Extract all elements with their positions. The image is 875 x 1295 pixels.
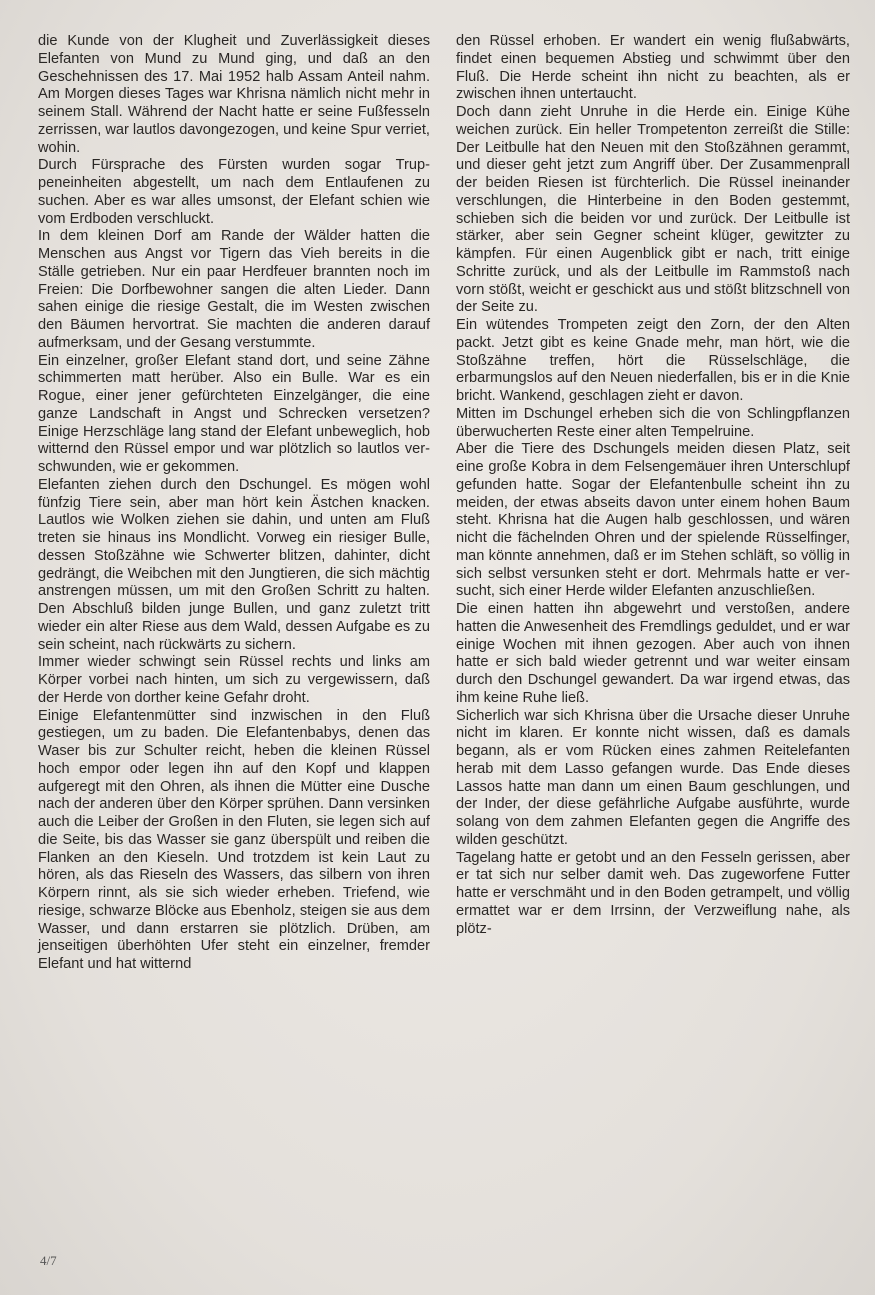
paragraph: Ein einzelner, großer Elefant stand dort, und seine Zähne schimmerten matt herüber. Also ein Bulle. War es ein Rogue, einer jener gefürchteten Einzelgänger, die eine ganze Landschaft in Angst und Schrecken versetzen? Einige Herzschläge lang stand der Elefant unbeweglich, hob witternd den Rüssel empor und war plötzlich so lautlos verschwunden, wie er gekommen. — [38, 352, 430, 475]
paragraph: Aber die Tiere des Dschungels meiden diesen Platz, seit eine große Kobra in dem Felsengemäuer ihren Unterschlupf gefunden hatte. Sogar der Elefantenbulle scheint ihn zu meiden, der etwas abseits davon unter einem hohen Baum steht. Khrisna hat die Augen halb geschlossen, und wären nicht die fächelnden Ohren und der spielende Rüsselfinger, man könnte annehmen, daß er im Stehen schläft, so völlig in sich selbst versunken steht er dort. Mehrmals hatte er versucht, sich einer Herde wilder Elefanten anzuschließen. — [456, 441, 850, 600]
paragraph: Mitten im Dschungel erheben sich die von Schlingpflanzen überwucherten Reste einer alten Tempelruine. — [456, 405, 850, 440]
paragraph: Elefanten ziehen durch den Dschungel. Es mögen wohl fünfzig Tiere sein, aber man hört kein Ästchen knacken. Lautlos wie Wolken ziehen sie dahin, und unten am Fluß treten sie hinaus ins Mondlicht. Vorweg ein riesiger Bulle, dessen Stoßzähne wie Schwerter blitzen, dahinter, dicht gedrängt, die Weibchen mit den Jungtieren, die sich mächtig anstrengen müssen, um mit den Großen Schritt zu halten. Den Abschluß bilden junge Bullen, und ganz zuletzt tritt wieder ein alter Riese aus dem Wald, dessen Aufgabe es zu sein scheint, nach rückwärts zu sichern. — [38, 476, 430, 653]
paragraph: Doch dann zieht Unruhe in die Herde ein. Einige Kühe weichen zurück. Ein heller Trompetenton zerreißt die Stille: Der Leitbulle hat den Neuen mit den Stoßzähnen gerammt, und dieser geht jetzt zum Angriff über. Der Zusammenprall der beiden Riesen ist fürchterlich. Die Rüssel ineinander verschlungen, die Hinterbeine in den Boden gestemmt, schieben sich die beiden vor und zurück. Der Leitbulle ist stärker, aber sein Gegner scheint klüger, gewitzter zu kämpfen. Für einen Augenblick gibt er nach, tritt einige Schritte zurück, und als der Leitbulle im Rammstoß nach vorn stößt, weicht er geschickt aus und stößt blitzschnell von der Seite zu. — [456, 104, 850, 316]
paragraph: Durch Fürsprache des Fürsten wurden sogar Truppeneinheiten abgestellt, um nach dem Entlaufenen zu suchen. Aber es war alles umsonst, der Elefant schien wie vom Erdboden verschluckt. — [38, 157, 430, 227]
paragraph: Einige Elefantenmütter sind inzwischen in den Fluß gestiegen, um zu baden. Die Elefantenbabys, denen das Waser bis zur Schulter reicht, heben die kleinen Rüssel hoch empor oder legen ihn auf den Kopf und klappen aufgeregt mit den Ohren, als ihnen die Mütter eine Dusche nach der anderen über den Körper sprühen. Dann versinken auch die Leiber der Großen in den Fluten, sie legen sich auf die Seite, bis das Wasser sie ganz überspült und reiben die Flanken an den Kieseln. Und trotzdem ist kein Laut zu hören, als das Rieseln des Wassers, das silbern von ihren Körpern rinnt, als sie sich wieder erheben. Triefend, wie riesige, schwarze Blöcke aus Ebenholz, steigen sie aus dem Wasser, und dann erstarren sie plötzlich. Drüben, am jenseitigen überhöhten Ufer steht ein einzelner, fremder Elefant und hat witternd — [38, 707, 430, 972]
paragraph: Sicherlich war sich Khrisna über die Ursache dieser Unruhe nicht im klaren. Er konnte nicht wissen, daß es damals begann, als er vom Rücken eines zahmen Reitelefanten herab mit dem Lasso gefangen wurde. Das Ende dieses Lassos hatte man dann um einen Baum geschlungen, und der Inder, der diese gefährliche Aufgabe ausführte, wurde solang von dem zahmen Elefanten gegen die Angriffe des wilden geschützt. — [456, 707, 850, 848]
paragraph: Tagelang hatte er getobt und an den Fesseln gerissen, aber er tat sich nur selber damit weh. Das zugeworfene Futter hatte er verschmäht und in den Boden getrampelt, und völlig ermattet war er dem Irrsinn, der Verzweiflung nahe, als plötz- — [456, 849, 850, 937]
left-column — [38, 33, 430, 974]
paragraph: In dem kleinen Dorf am Rande der Wälder hatten die Menschen aus Angst vor Tigern das Vieh bereits in die Ställe getrieben. Nur ein paar Herdfeuer brannten noch im Freien: Die Dorfbewohner sangen die alten Lieder. Dann sahen einige die riesige Gestalt, die im Westen zwischen den Bäumen hervortrat. Sie machten die anderen darauf aufmerksam, und der Gesang verstummte. — [38, 228, 430, 351]
page-number: 4/7 — [40, 1253, 57, 1268]
paragraph: Ein wütendes Trompeten zeigt den Zorn, der den Alten packt. Jetzt gibt es keine Gnade mehr, man hört, wie die Stoßzähne treffen, hört die Rüsselschläge, die erbarmungslos auf den Neuen niederfallen, bis er in die Knie bricht. Wankend, geschlagen zieht er davon. — [456, 317, 850, 404]
paragraph: die Kunde von der Klugheit und Zuverlässigkeit dieses Elefanten von Mund zu Mund ging, und daß an den Geschehnissen des 17. Mai 1952 halb Assam Anteil nahm. Am Morgen dieses Tages war Khrisna nämlich nicht mehr in seinem Stall. Während der Nacht hatte er seine Fußfesseln zerrissen, war lautlos davongezogen, und keine Spur verriet, wohin. — [38, 33, 430, 156]
paragraph: Die einen hatten ihn abgewehrt und verstoßen, andere hatten die Anwesenheit des Fremdlings geduldet, und er war einige Wochen mit ihnen gezogen. Aber auch von ihnen hatte er sich bald wieder getrennt und war weiter einsam durch den Dschungel gewandert. Da war irgend etwas, das ihm keine Ruhe ließ. — [456, 601, 850, 706]
paragraph: den Rüssel erhoben. Er wandert ein wenig flußabwärts, findet einen bequemen Abstieg und schwimmt über den Fluß. Die Herde scheint ihn nicht zu beachten, als er zwischen ihnen untertaucht. — [456, 33, 850, 103]
right-column — [456, 33, 850, 938]
paragraph: Immer wieder schwingt sein Rüssel rechts und links am Körper vorbei nach hinten, um sich zu vergewissern, daß der Herde von dorther keine Gefahr droht. — [38, 654, 430, 706]
